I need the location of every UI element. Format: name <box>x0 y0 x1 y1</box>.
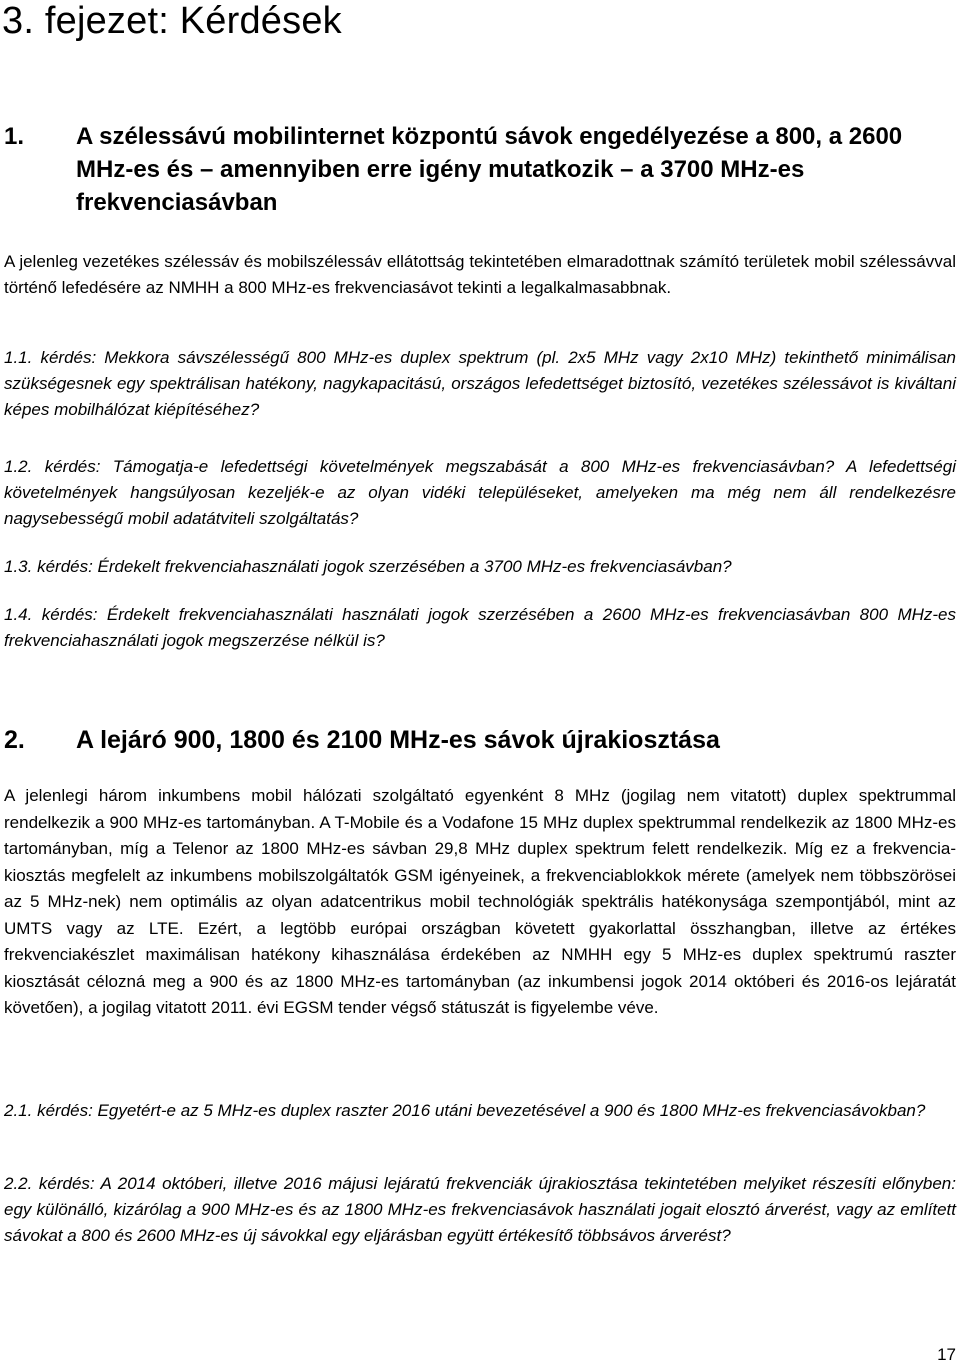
question-2-1: 2.1. kérdés: Egyetért-e az 5 MHz-es duplex raszter 2016 utáni bevezetésével a 900 és 1800 MHz-es frekvenciasávokban? <box>4 1101 926 1120</box>
section-2-title: A lejáró 900, 1800 és 2100 MHz-es sávok újrakiosztása <box>76 726 720 754</box>
section-1-heading <box>4 120 954 219</box>
section-2-heading <box>4 724 954 757</box>
question-1-3: 1.3. kérdés: Érdekelt frekvenciahasználati jogok szerzésében a 3700 MHz-es frekvenciasávban? <box>4 557 732 576</box>
chapter-title: 3. fejezet: Kérdések <box>2 0 342 42</box>
section-1-intro-paragraph: A jelenleg vezetékes szélessáv és mobilszélessáv ellátottság tekintetében elmaradottnak számító területek mobil szélessávval történő lefedésére az NMHH a 800 MHz-es frekvenciasávot tekinti a legalkalmasabbnak. <box>4 252 956 297</box>
question-2-2: 2.2. kérdés: A 2014 októberi, illetve 2016 májusi lejáratú frekvenciák újrakiosztása tekintetében melyiket részesíti előnyben: egy különálló, kizárólag a 900 MHz-es és az 1800 MHz-es frekvenciasávok használati jogait elosztó árverést, vagy az említett sávokat a 800 és 2600 MHz-es új sávokkal egy eljárásban együtt értékesítő többsávos árverést? <box>4 1174 956 1245</box>
question-1-1: 1.1. kérdés: Mekkora sávszélességű 800 MHz-es duplex spektrum (pl. 2x5 MHz vagy 2x10 MHz) tekinthető minimálisan szükségesnek egy spektrálisan hatékony, nagykapacitású, országos lefedettséget biztosító, vezetékes szélessávot is kiváltani képes mobilhálózat kiépítéséhez? <box>4 348 956 419</box>
section-2-intro-paragraph: A jelenlegi három inkumbens mobil hálózati szolgáltató egyenként 8 MHz (jogilag nem vitatott) duplex spektrummal rendelkezik a 900 MHz-es tartományban. A T-Mobile és a Vodafone 15 MHz duplex spektrummal rendelkezik az 1800 MHz-es tartományban, míg a Telenor az 1800 MHz-es sávban 29,8 MHz duplex spektrum felett rendelkezik. Míg ez a frekvencia-kiosztás megfelelt az inkumbens mobilszolgáltatók GSM igényeinek, a frekvenciablokkok mérete (amelyek nem többszörösei az 5 MHz-nek) nem optimális az olyan adatcentrikus mobil technológiák spektrális hatékonysága szempontjából, mint az UMTS vagy az LTE. Ezért, a legtöbb európai országban követett gyakorlattal összhangban, illetve az értékes frekvenciakészlet maximálisan hatékony kihasználása érdekében az NMHH egy 5 MHz-es duplex spektrumú raszter kiosztását célozná meg a 900 és az 1800 MHz-es tartományban (az inkumbensi jogok 2014 októberi és 2016-os lejáratát követően), a jogilag vitatott 2011. évi EGSM tender végső státuszát is figyelembe véve. <box>4 786 956 1017</box>
section-1-number: 1. <box>4 123 25 150</box>
section-1-title: A szélessávú mobilinternet központú sávok engedélyezése a 800, a 2600 MHz-es és – amennyiben erre igény mutatkozik – a 3700 MHz-es frekvenciasávban <box>76 123 903 216</box>
section-2-number: 2. <box>4 726 25 754</box>
question-1-4: 1.4. kérdés: Érdekelt frekvenciahasználati használati jogok szerzésében a 2600 MHz-es frekvenciasávban 800 MHz-es frekvenciahasználati jogok megszerzése nélkül is? <box>4 605 956 650</box>
question-1-2: 1.2. kérdés: Támogatja-e lefedettségi követelmények megszabását a 800 MHz-es frekvenciasávban? A lefedettségi követelmények hangsúlyosan kezeljék-e az olyan vidéki településeket, amelyeken ma még nem áll rendelkezésre nagysebességű mobil adatátviteli szolgáltatás? <box>4 457 956 528</box>
page-number: 17 <box>937 1345 956 1364</box>
